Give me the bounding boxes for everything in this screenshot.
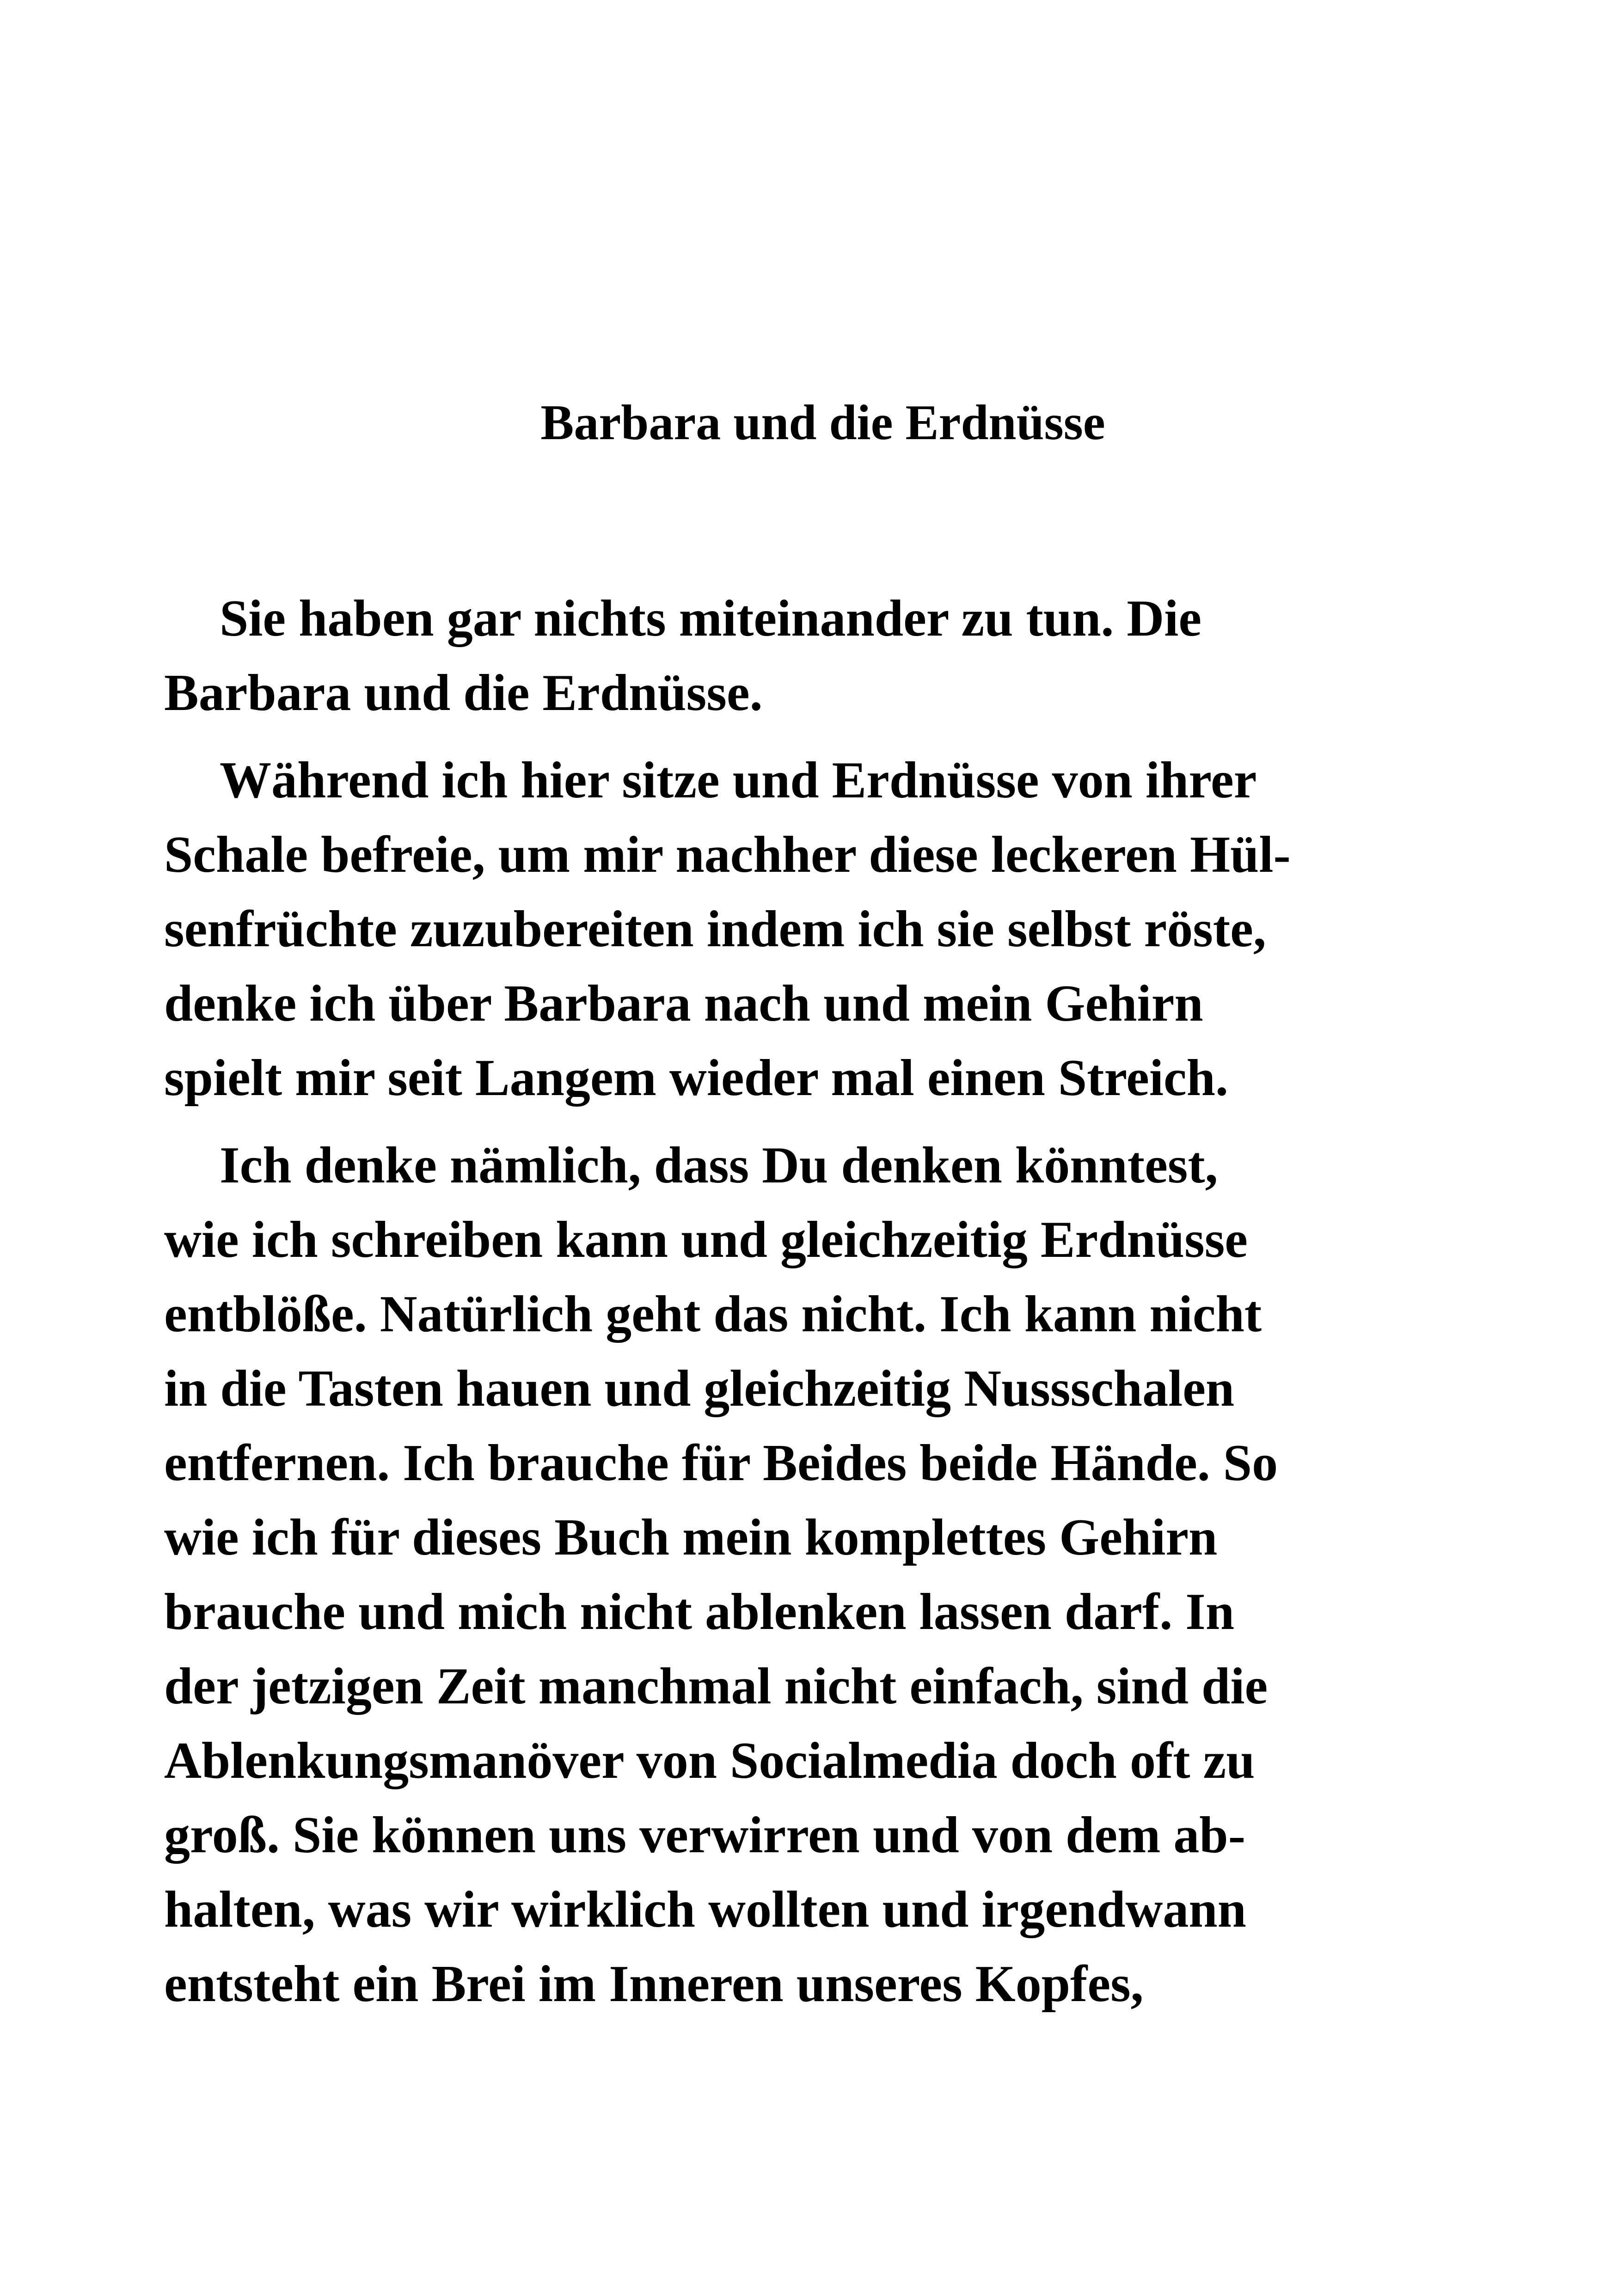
chapter-title: Barbara und die Erdnüsse: [540, 395, 1105, 450]
text-line: groß. Sie können uns verwirren und von dem ab-: [164, 1806, 1245, 1864]
text-line: Barbara und die Erdnüsse.: [164, 664, 763, 722]
paragraph-1: [164, 582, 1440, 730]
text-line: halten, was wir wirklich wollten und irgendwann: [164, 1881, 1246, 1938]
paragraph-2: [164, 743, 1440, 1115]
text-line: Während ich hier sitze und Erdnüsse von ihrer: [220, 752, 1257, 809]
text-line: Schale befreie, um mir nachher diese leckeren Hül-: [164, 826, 1291, 883]
text-line: Ablenkungsmanöver von Socialmedia doch oft zu: [164, 1732, 1255, 1789]
text-line: Ich denke nämlich, dass Du denken könntest,: [220, 1137, 1218, 1194]
text-line: senfrüchte zuzubereiten indem ich sie selbst röste,: [164, 900, 1266, 958]
text-line: entfernen. Ich brauche für Beides beide Hände. So: [164, 1434, 1278, 1492]
body-text: [164, 582, 1440, 2034]
text-line: der jetzigen Zeit manchmal nicht einfach, sind die: [164, 1658, 1268, 1715]
text-line: entblöße. Natürlich geht das nicht. Ich kann nicht: [164, 1286, 1262, 1343]
text-line: denke ich über Barbara nach und mein Gehirn: [164, 975, 1203, 1032]
text-line: Sie haben gar nichts miteinander zu tun. Die: [220, 590, 1202, 647]
text-line: wie ich für dieses Buch mein komplettes Gehirn: [164, 1509, 1218, 1566]
text-line: spielt mir seit Langem wieder mal einen Streich.: [164, 1049, 1228, 1107]
text-line: entsteht ein Brei im Inneren unseres Kopfes,: [164, 1955, 1144, 2013]
text-line: brauche und mich nicht ablenken lassen darf. In: [164, 1583, 1235, 1641]
text-line: wie ich schreiben kann und gleichzeitig Erdnüsse: [164, 1211, 1248, 1268]
paragraph-3: [164, 1128, 1440, 2021]
text-line: in die Tasten hauen und gleichzeitig Nussschalen: [164, 1360, 1235, 1417]
